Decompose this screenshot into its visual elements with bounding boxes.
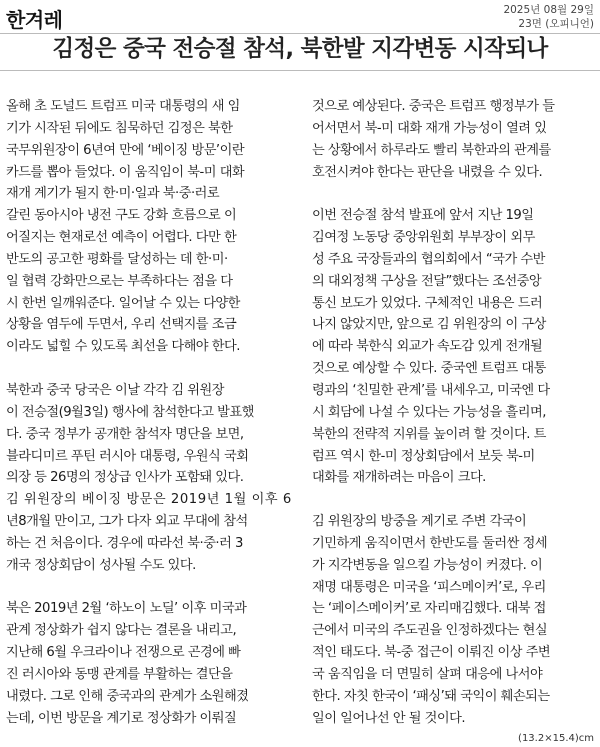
- article-text-line: 대화를 재개하려는 마음이 크다.: [312, 470, 486, 486]
- article-text-line: 는데, 이번 방문을 계기로 정상화가 이뤄질: [6, 710, 237, 726]
- article-text-line: 기가 시작된 뒤에도 침묵하던 김정은 북한: [6, 120, 233, 136]
- article-text-line: 년8개월 만이고, 그가 다자 외교 무대에 참석: [6, 514, 248, 530]
- article-text-line: 는 상황에서 하루라도 빨리 북한과의 관계를: [312, 142, 551, 158]
- article-text-line: 블라디미르 푸틴 러시아 대통령, 우원식 국회: [6, 448, 249, 464]
- article-text-line: 성 주요 국장들과의 협의회에서 “국가 수반: [312, 251, 545, 267]
- article-text-line: 내렸다. 그로 인해 중국과의 관계가 소원해졌: [6, 688, 249, 704]
- article-column-right: [312, 96, 598, 729]
- article-text-line: 일이 일어나선 안 될 것이다.: [312, 710, 466, 726]
- article-text-line: 것으로 예상된다. 중국은 트럼프 행정부가 들: [312, 99, 555, 114]
- article-text-line: 반도의 공고한 평화를 달성하는 데 한·미·: [6, 251, 228, 267]
- article-text-line: 호전시켜야 한다는 판단을 내렸을 수 있다.: [312, 164, 543, 180]
- article-text-line: [312, 489, 598, 511]
- publication-meta: [503, 3, 594, 31]
- article-text-line: [312, 183, 598, 205]
- article-text-line: 북한의 전략적 지위를 높이려 할 것이다. 트: [312, 426, 546, 442]
- article-text-line: 한다. 자칫 한국이 ‘패싱’돼 국익이 훼손되는: [312, 688, 550, 704]
- article-text-line: [6, 577, 292, 599]
- article-text-line: 가 지각변동을 일으킬 가능성이 커졌다. 이: [312, 557, 543, 573]
- article-text-line: 국 움직임을 더 면밀히 살펴 대응에 나서야: [312, 666, 543, 682]
- article-text-line: 에 따라 북한식 외교가 속도감 있게 전개될: [312, 339, 543, 355]
- article-text-line: [6, 358, 292, 380]
- article-text-line: 근에서 미국의 주도권을 인정하겠다는 현실: [312, 623, 548, 639]
- article-text-line: 나지 않았지만, 앞으로 김 위원장의 이 구상: [312, 317, 546, 333]
- article-text-line: 것으로 예상할 수 있다. 중국엔 트럼프 대통: [312, 361, 546, 377]
- article-text-line: 카드를 뽑아 들었다. 이 움직임이 북-미 대화: [6, 164, 245, 180]
- title-rule: [0, 70, 600, 71]
- article-text-line: 시 회담에 나설 수 있다는 가능성을 흘리며,: [312, 404, 546, 420]
- article-column-left: [6, 96, 292, 729]
- article-text-line: 국무위원장이 6년여 만에 ‘베이징 방문’이란: [6, 142, 245, 158]
- article-text-line: 럼프 역시 한-미 정상회담에서 보듯 북-미: [312, 448, 535, 464]
- article-text-line: 령과의 ‘친밀한 관계’를 내세우고, 미국엔 다: [312, 382, 550, 398]
- article-text-line: 어질지는 현재로선 예측이 어렵다. 다만 한: [6, 230, 237, 246]
- article-text-line: 진 러시아와 동맹 관계를 부활하는 결단을: [6, 666, 233, 682]
- article-text-line: 지난해 6월 우크라이나 전쟁으로 곤경에 빠: [6, 645, 241, 661]
- article-text-line: 이 전승절(9월3일) 행사에 참석한다고 발표했: [6, 404, 254, 420]
- article-text-line: 의 대외정책 구상을 전달”했다는 조선중앙: [312, 273, 542, 289]
- article-text-line: 재명 대통령은 미국을 ‘피스메이커’로, 우리: [312, 579, 546, 595]
- article-text-line: 의장 등 26명의 정상급 인사가 포함돼 있다.: [6, 470, 244, 486]
- article-text-line: 통신 보도가 있었다. 구체적인 내용은 드러: [312, 295, 543, 311]
- article-text-line: 김여정 노동당 중앙위원회 부부장이 외무: [312, 230, 535, 246]
- article-text-line: 어서면서 북-미 대화 재개 가능성이 열려 있: [312, 120, 547, 136]
- article-title: 김정은 중국 전승절 참석, 북한발 지각변동 시작되나: [52, 36, 548, 62]
- article-text-line: 기민하게 움직이면서 한반도를 둘러싼 정세: [312, 535, 548, 551]
- masthead: [0, 0, 600, 34]
- article-text-line: 상황을 염두에 두면서, 우리 선택지를 조금: [6, 317, 237, 333]
- article-text-line: 시 한번 일깨워준다. 일어날 수 있는 다양한: [6, 295, 240, 311]
- publication-date: 2025년 08월 29일: [503, 4, 594, 16]
- article-text-line: 김 위원장의 방중을 계기로 주변 각국이: [312, 514, 527, 530]
- article-text-line: 재개 계기가 될지 한·미·일과 북·중·러로: [6, 186, 220, 202]
- article-text-line: 올해 초 도널드 트럼프 미국 대통령의 새 임: [6, 99, 240, 114]
- page-section: 23면 (오피니언): [518, 18, 594, 30]
- newspaper-logo: 한겨레: [6, 8, 63, 32]
- article-text-line: 는 ‘페이스메이커’로 자리매김했다. 대북 접: [312, 601, 546, 617]
- article-text-line: 북은 2019년 2월 ‘하노이 노딜’ 이후 미국과: [6, 601, 247, 617]
- article-text-line: 이라도 넓힐 수 있도록 최선을 다해야 한다.: [6, 339, 240, 355]
- article-text-line: 관계 정상화가 쉽지 않다는 결론을 내리고,: [6, 623, 237, 639]
- article-text-line: 하는 건 처음이다. 경우에 따라선 북·중·러 3: [6, 535, 243, 551]
- article-text-line: 개국 정상회담이 성사될 수도 있다.: [6, 557, 196, 573]
- article-text-line: 김 위원장의 베이징 방문은 2019년 1월 이후 6: [6, 492, 292, 508]
- article-text-line: 적인 태도다. 북-중 접근이 이뤄진 이상 주변: [312, 645, 551, 661]
- article-text-line: 다. 중국 정부가 공개한 참석자 명단을 보면,: [6, 426, 244, 442]
- article-size-note: (13.2×15.4)cm: [518, 733, 594, 744]
- article-text-line: 일 협력 강화만으로는 부족하다는 점을 다: [6, 273, 233, 289]
- article-text-line: 이번 전승절 참석 발표에 앞서 지난 19일: [312, 208, 534, 224]
- article-text-line: 북한과 중국 당국은 이날 각각 김 위원장: [6, 382, 224, 398]
- article-text-line: 갈린 동아시아 냉전 구도 강화 흐름으로 이: [6, 208, 237, 224]
